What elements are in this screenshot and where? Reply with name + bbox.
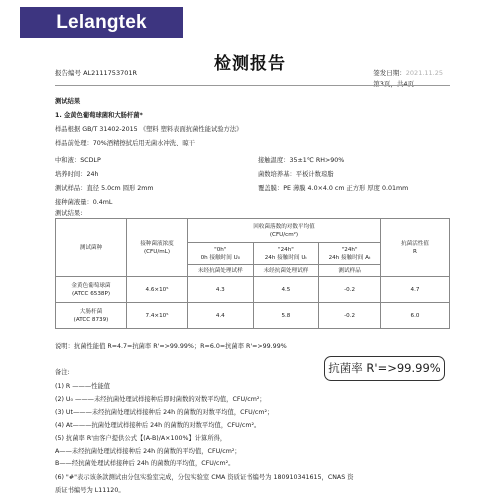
strain-cell — [56, 277, 127, 303]
header-24h-untreated — [253, 243, 319, 265]
concentration-cell: 4.6×10⁵ — [127, 277, 188, 303]
report-title: 检测报告 — [214, 54, 286, 74]
explanation: 说明：抗菌性能值 R=4.7=抗菌率 R'=>99.99%；R=6.0=抗菌率 R'=>99.99% — [55, 343, 287, 350]
log-average-unit: (CFU/cm²) — [269, 231, 299, 238]
u0-cell: 4.3 — [188, 277, 254, 303]
section-heading: 测试结果 — [55, 98, 81, 105]
header-log-average — [188, 219, 381, 243]
inoculum-volume: 接种菌液量：0.4mL — [55, 199, 113, 206]
log-average-label: 回收菌落数的对数平均值 — [253, 223, 315, 230]
test-sample: 测试样品：直径 5.0cm 圆形 2mm — [55, 185, 154, 192]
note-item: (3) Ut———未经抗菌处理试样接种后 24h 的菌数的对数平均值，CFU/cm²； — [55, 409, 274, 416]
page-info: 第3页，共4页 — [373, 80, 415, 88]
concentration-unit: (CFU/mL) — [143, 248, 171, 255]
table-row — [56, 277, 450, 303]
note-item: 质证书编号为 L11120。 — [55, 487, 125, 494]
table-label: 测试结果: — [55, 210, 83, 217]
group-test-sample: 测试样品 — [319, 265, 381, 277]
activity-label: 抗菌活性值 — [401, 240, 429, 247]
ut-cell: 4.5 — [253, 277, 319, 303]
notes-label: 备注: — [55, 369, 70, 376]
activity-symbol: R — [413, 248, 417, 255]
r-cell: 6.0 — [381, 303, 450, 329]
count-medium: 菌数培养基：平板计数琼脂 — [258, 171, 334, 178]
sample-pretreatment: 样品前处理：70%酒精擦拭后用无菌水冲洗、晾干 — [55, 140, 195, 147]
contact-temperature: 接触温度：35±1℃ RH>90% — [258, 157, 345, 164]
h24a-sub: 24h 接触时间 Aₜ — [328, 254, 371, 261]
r-cell: 4.7 — [381, 277, 450, 303]
concentration-cell: 7.4×10⁵ — [127, 303, 188, 329]
sign-date-value: 2021.11.25 — [405, 69, 443, 77]
results-table — [55, 218, 450, 329]
header-strain: 测试菌种 — [56, 219, 127, 277]
test-standard: 样品根据 GB/T 31402-2015 《塑料 塑料表面抗菌性能试验方法》 — [55, 126, 243, 133]
cover-film: 覆盖膜：PE 薄膜 4.0×4.0 cm 正方形 厚度 0.01mm — [258, 185, 409, 192]
neutralizer: 中和液：SCDLP — [55, 157, 101, 164]
h24a-label: "24h" — [341, 246, 358, 253]
header-divider — [55, 85, 450, 86]
group-untreated-0h: 未经抗菌处理试样 — [188, 265, 254, 277]
h0-label: "0h" — [214, 246, 227, 253]
group-untreated-24h: 未经抗菌处理试样 — [253, 265, 319, 277]
item-heading: 1. 金黄色葡萄球菌和大肠杆菌* — [55, 112, 143, 119]
at-cell: -0.2 — [319, 303, 381, 329]
note-item: (5) 抗菌率 R'由客户提供公式【(A-B)/A×100%】计算所得， — [55, 435, 227, 442]
note-item: A——未经抗菌处理试样接种后 24h 的菌数的平均值，CFU/cm²； — [55, 448, 241, 455]
note-item: (6) "#"表示该条款测试由分包实验室完成，分包实验室 CMA 资质证书编号为 180910341615，CNAS 资 — [55, 474, 354, 481]
note-item: B——经抗菌处理试样接种后 24h 的菌数的平均值，CFU/cm²。 — [55, 460, 235, 467]
header-0h — [188, 243, 254, 265]
strain-name: 金黄色葡萄球菌 — [71, 282, 111, 289]
concentration-label: 接种菌液浓度 — [140, 240, 174, 247]
table-row — [56, 303, 450, 329]
strain-name: 大肠杆菌 — [79, 308, 103, 315]
strain-atcc: (ATCC 6538P) — [71, 290, 111, 297]
h0-sub: 0h 接触时间 U₀ — [200, 254, 240, 261]
company-logo: Lelangtek — [20, 7, 183, 38]
u0-cell: 4.4 — [188, 303, 254, 329]
at-cell: -0.2 — [319, 277, 381, 303]
header-24h-treated — [319, 243, 381, 265]
strain-atcc: (ATCC 8739) — [73, 316, 109, 323]
header-activity — [381, 219, 450, 277]
header-concentration — [127, 219, 188, 277]
sign-date-label: 签发日期： — [373, 69, 406, 77]
strain-cell — [56, 303, 127, 329]
ut-cell: 5.8 — [253, 303, 319, 329]
note-item: (1) R ———性能值 — [55, 383, 111, 390]
h24u-label: "24h" — [278, 246, 294, 253]
antibacterial-rate-stamp: 抗菌率 R'=>99.99% — [324, 356, 445, 381]
note-item: (4) At———抗菌处理试样接种后 24h 的菌数的对数平均值，CFU/cm²。 — [55, 422, 261, 429]
culture-time: 培养时间：24h — [55, 171, 99, 178]
note-item: (2) U₀ ———未经抗菌处理试样接种后即时菌数的对数平均值，CFU/cm²； — [55, 396, 266, 403]
h24u-sub: 24h 接触时间 Uₜ — [264, 254, 308, 261]
report-number: 报告编号 AL2111753701R — [55, 69, 138, 77]
